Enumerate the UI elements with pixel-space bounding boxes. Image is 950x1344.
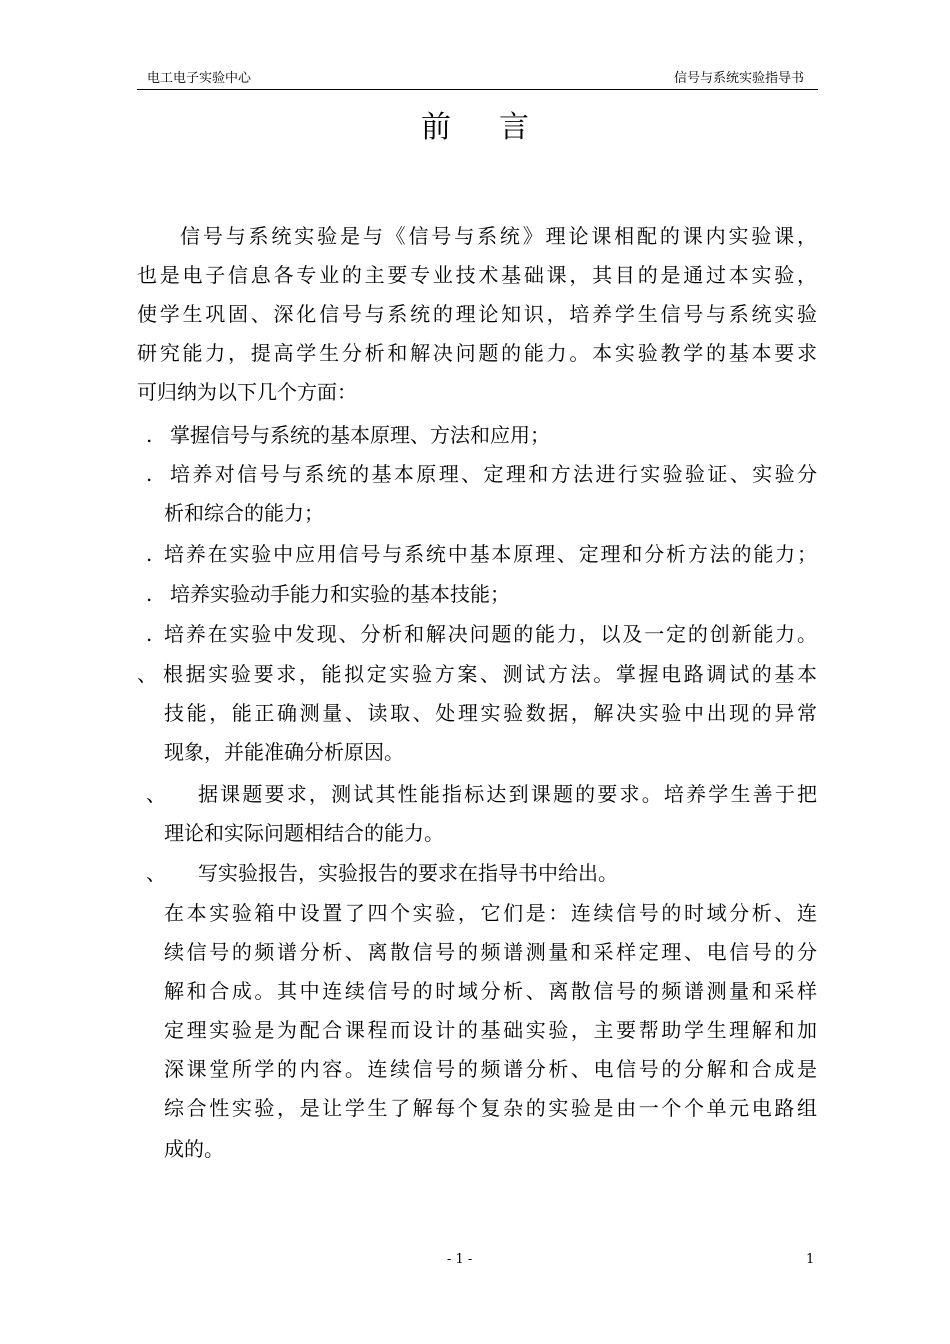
list-item-marker: . — [146, 622, 153, 646]
closing-line: 深课堂所学的内容。连续信号的频谱分析、电信号的分解和合成是 — [164, 1057, 817, 1081]
list-item-text: 培养对信号与系统的基本原理、定理和方法进行实验验证、实验分 — [170, 462, 817, 486]
closing-line: 解和合成。其中连续信号的时域分析、离散信号的频谱测量和采样 — [164, 979, 817, 1003]
list-item-text: 掌握信号与系统的基本原理、方法和应用； — [170, 423, 550, 447]
list-item-marker: . — [146, 423, 153, 447]
page-header — [137, 72, 818, 90]
footer-page-number: 1 — [806, 1252, 815, 1267]
intro-line: 可归纳为以下几个方面： — [137, 380, 357, 404]
intro-line: 也是电子信息各专业的主要专业技术基础课，其目的是通过本实验， — [137, 263, 817, 287]
list-item-text: 技能，能正确测量、读取、处理实验数据，解决实验中出现的异常 — [164, 701, 817, 725]
closing-line: 在本实验箱中设置了四个实验，它们是：连续信号的时域分析、连 — [164, 901, 817, 925]
list-item-text: 培养在实验中发现、分析和解决问题的能力，以及一定的创新能力。 — [164, 622, 817, 646]
list-item-marker: 、 — [137, 662, 157, 686]
list-item-marker: . — [146, 542, 153, 566]
intro-line: 使学生巩固、深化信号与系统的理论知识，培养学生信号与系统实验 — [137, 302, 817, 326]
header-right-text: 信号与系统实验指导书 — [673, 71, 804, 86]
header-left-text: 电工电子实验中心 — [147, 71, 252, 86]
list-item-text: 现象，并能准确分析原因。 — [164, 740, 404, 764]
footer-page-label: - 1 - — [447, 1252, 473, 1267]
list-item-text: 析和综合的能力； — [164, 501, 324, 525]
intro-line: 信号与系统实验是与《信号与系统》理论课相配的课内实验课， — [180, 224, 817, 248]
list-item-text: 据课题要求，测试其性能指标达到课题的要求。培养学生善于把 — [198, 782, 817, 806]
page-title: 前言 — [421, 110, 577, 145]
list-item-marker: 、 — [146, 782, 166, 806]
closing-line: 成的。 — [164, 1137, 224, 1161]
intro-line: 研究能力，提高学生分析和解决问题的能力。本实验教学的基本要求 — [137, 341, 817, 365]
list-item-marker: . — [146, 582, 153, 606]
list-item-text: 理论和实际问题相结合的能力。 — [164, 821, 444, 845]
closing-line: 续信号的频谱分析、离散信号的频谱测量和采样定理、电信号的分 — [164, 940, 817, 964]
list-item-marker: 、 — [146, 861, 166, 885]
list-item-text: 根据实验要求，能拟定实验方案、测试方法。掌握电路调试的基本 — [163, 662, 817, 686]
closing-line: 定理实验是为配合课程而设计的基础实验，主要帮助学生理解和加 — [164, 1018, 817, 1042]
list-item-text: 写实验报告，实验报告的要求在指导书中给出。 — [198, 861, 618, 885]
list-item-text: 培养在实验中应用信号与系统中基本原理、定理和分析方法的能力； — [164, 542, 817, 566]
closing-line: 综合性实验，是让学生了解每个复杂的实验是由一个个单元电路组 — [164, 1096, 817, 1120]
list-item-text: 培养实验动手能力和实验的基本技能； — [170, 582, 510, 606]
list-item-marker: . — [146, 462, 153, 486]
